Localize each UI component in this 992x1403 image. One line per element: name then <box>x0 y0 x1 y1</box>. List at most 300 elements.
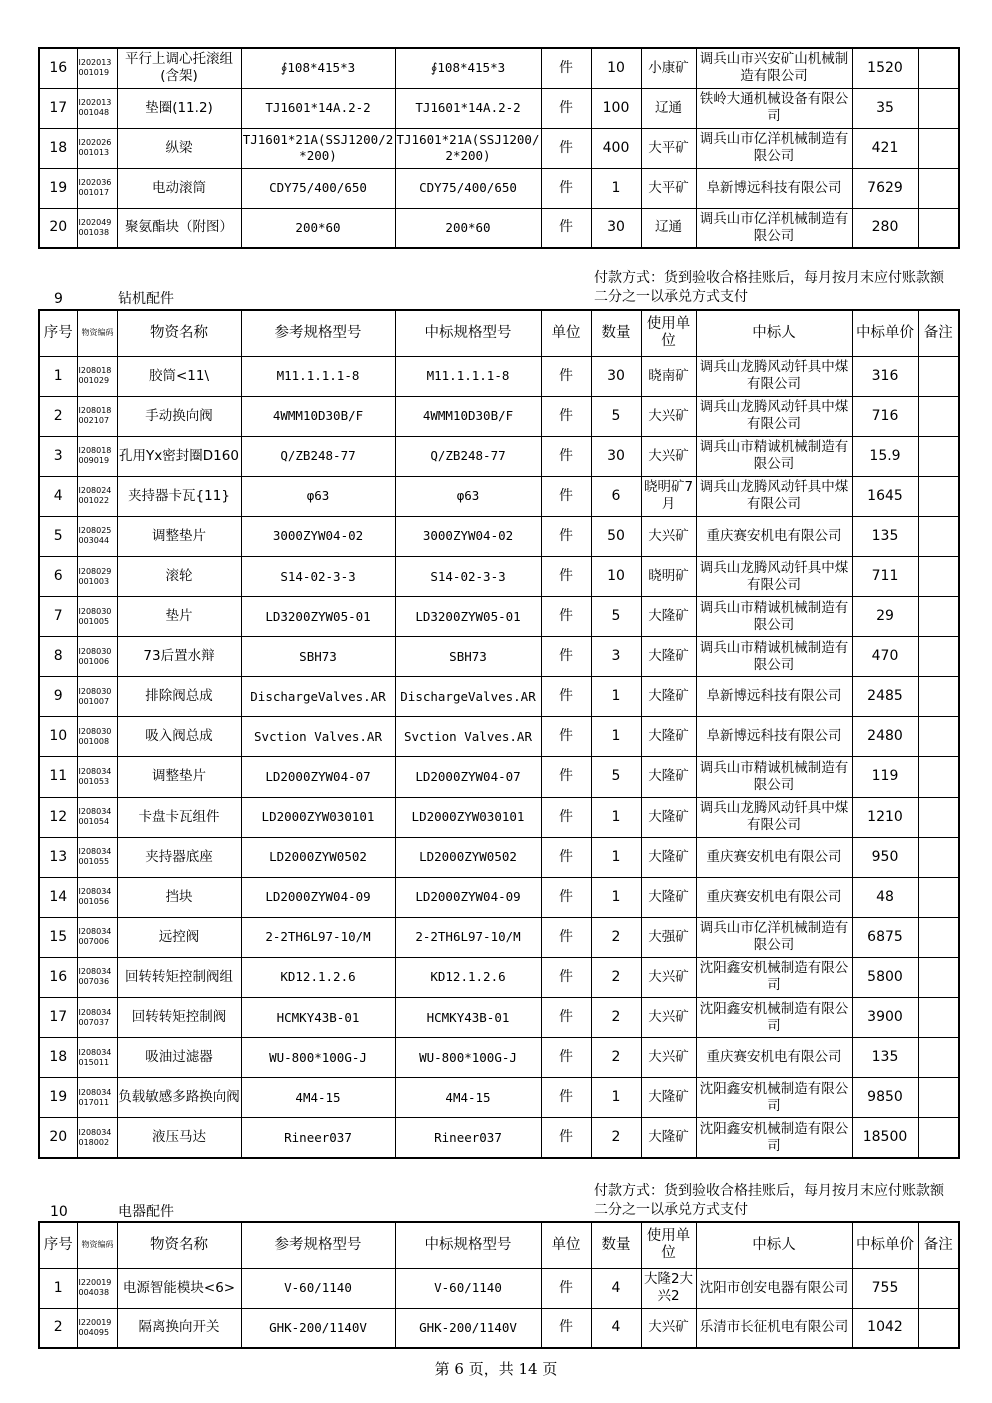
cell-bid: GHK-200/1140V <box>395 1308 541 1348</box>
cell-qty: 5 <box>591 396 641 436</box>
cell-winner: 调兵山龙腾风动钎具中煤有限公司 <box>696 476 852 516</box>
cell-bid: LD2000ZYW0502 <box>395 837 541 877</box>
cell-qty: 5 <box>591 757 641 797</box>
cell-code: I208030 001007 <box>77 677 117 717</box>
cell-seq: 19 <box>39 168 77 208</box>
cell-code: I208034 017011 <box>77 1078 117 1118</box>
cell-name: 吸入阀总成 <box>117 717 241 757</box>
cell-winner: 调兵山龙腾风动钎具中煤有限公司 <box>696 396 852 436</box>
cell-code: I208034 007036 <box>77 957 117 997</box>
cell-seq: 20 <box>39 1118 77 1158</box>
cell-price: 29 <box>852 597 918 637</box>
cell-seq: 2 <box>39 1308 77 1348</box>
cell-price: 950 <box>852 837 918 877</box>
cell-qty: 4 <box>591 1268 641 1308</box>
cell-bid: Svction Valves.AR <box>395 717 541 757</box>
cell-note <box>918 396 959 436</box>
cell-bid: V-60/1140 <box>395 1268 541 1308</box>
cell-unit: 件 <box>541 837 591 877</box>
table-row <box>39 1268 959 1308</box>
cell-ref: S14-02-3-3 <box>241 556 395 596</box>
cell-code: I202013 001019 <box>77 48 117 88</box>
cell-user: 大隆矿 <box>641 717 696 757</box>
cell-qty: 1 <box>591 1078 641 1118</box>
cell-ref: CDY75/400/650 <box>241 168 395 208</box>
table-row <box>39 837 959 877</box>
cell-seq: 10 <box>39 717 77 757</box>
table-row <box>39 797 959 837</box>
header-note: 备注 <box>918 1222 959 1268</box>
cell-code: I208030 001006 <box>77 637 117 677</box>
table-row <box>39 1078 959 1118</box>
cell-qty: 30 <box>591 356 641 396</box>
header-user: 使用单位 <box>641 1222 696 1268</box>
cell-code: I208034 001056 <box>77 877 117 917</box>
cell-note <box>918 556 959 596</box>
cell-ref: LD2000ZYW04-09 <box>241 877 395 917</box>
cell-user: 大隆矿 <box>641 757 696 797</box>
cell-code: I208018 009019 <box>77 436 117 476</box>
cell-bid: LD2000ZYW04-09 <box>395 877 541 917</box>
cell-winner: 重庆赛安机电有限公司 <box>696 877 852 917</box>
cell-user: 大隆矿 <box>641 597 696 637</box>
cell-ref: V-60/1140 <box>241 1268 395 1308</box>
cell-price: 7629 <box>852 168 918 208</box>
section10-number: 10 <box>50 1204 68 1220</box>
table-row <box>39 48 959 88</box>
cell-name: 卡盘卡瓦组件 <box>117 797 241 837</box>
table-row <box>39 436 959 476</box>
cell-unit: 件 <box>541 208 591 248</box>
cell-price: 716 <box>852 396 918 436</box>
cell-price: 3900 <box>852 998 918 1038</box>
table-row <box>39 877 959 917</box>
cell-winner: 调兵山龙腾风动钎具中煤有限公司 <box>696 556 852 596</box>
cell-qty: 1 <box>591 797 641 837</box>
cell-name: 回转转矩控制阀组 <box>117 957 241 997</box>
cell-user: 大隆矿 <box>641 877 696 917</box>
cell-seq: 1 <box>39 356 77 396</box>
cell-winner: 沈阳鑫安机械制造有限公司 <box>696 957 852 997</box>
cell-unit: 件 <box>541 168 591 208</box>
cell-qty: 100 <box>591 88 641 128</box>
cell-note <box>918 1308 959 1348</box>
cell-name: 聚氨酯块（附图） <box>117 208 241 248</box>
cell-winner: 调兵山市亿洋机械制造有限公司 <box>696 208 852 248</box>
cell-name: 负载敏感多路换向阀 <box>117 1078 241 1118</box>
cell-unit: 件 <box>541 998 591 1038</box>
cell-price: 1210 <box>852 797 918 837</box>
cell-user: 晓明矿 <box>641 556 696 596</box>
table-row <box>39 516 959 556</box>
cell-qty: 50 <box>591 516 641 556</box>
cell-ref: WU-800*100G-J <box>241 1038 395 1078</box>
cell-note <box>918 1268 959 1308</box>
cell-name: 隔离换向开关 <box>117 1308 241 1348</box>
cell-note <box>918 476 959 516</box>
cell-name: 电动滚筒 <box>117 168 241 208</box>
cell-seq: 1 <box>39 1268 77 1308</box>
section9-table <box>38 309 960 1159</box>
cell-price: 135 <box>852 516 918 556</box>
cell-qty: 2 <box>591 998 641 1038</box>
cell-seq: 4 <box>39 476 77 516</box>
cell-unit: 件 <box>541 476 591 516</box>
header-seq: 序号 <box>39 310 77 356</box>
cell-price: 316 <box>852 356 918 396</box>
cell-price: 9850 <box>852 1078 918 1118</box>
cell-ref: 4WMM10D30B/F <box>241 396 395 436</box>
cell-seq: 12 <box>39 797 77 837</box>
page-footer: 第 6 页，共 14 页 <box>434 1360 558 1378</box>
cell-unit: 件 <box>541 797 591 837</box>
cell-ref: GHK-200/1140V <box>241 1308 395 1348</box>
cell-winner: 沈阳市创安电器有限公司 <box>696 1268 852 1308</box>
cell-ref: LD2000ZYW04-07 <box>241 757 395 797</box>
cell-bid: DischargeValves.AR <box>395 677 541 717</box>
cell-unit: 件 <box>541 637 591 677</box>
cell-bid: M11.1.1.1-8 <box>395 356 541 396</box>
cell-price: 15.9 <box>852 436 918 476</box>
header-bid_spec: 中标规格型号 <box>395 310 541 356</box>
section10-payment: 付款方式：货到验收合格挂账后，每月按月末应付账款额二分之一以承兑方式支付 <box>594 1183 944 1218</box>
cell-seq: 2 <box>39 396 77 436</box>
cell-bid: HCMKY43B-01 <box>395 998 541 1038</box>
cell-name: 调整垫片 <box>117 757 241 797</box>
cell-ref: LD2000ZYW0502 <box>241 837 395 877</box>
cell-name: 纵梁 <box>117 128 241 168</box>
cell-qty: 1 <box>591 837 641 877</box>
cell-qty: 3 <box>591 637 641 677</box>
cell-bid: 200*60 <box>395 208 541 248</box>
cell-unit: 件 <box>541 88 591 128</box>
cell-seq: 5 <box>39 516 77 556</box>
cell-qty: 10 <box>591 556 641 596</box>
table-row <box>39 1118 959 1158</box>
cell-user: 大兴矿 <box>641 1308 696 1348</box>
cell-seq: 16 <box>39 48 77 88</box>
cell-ref: φ63 <box>241 476 395 516</box>
cell-winner: 阜新博远科技有限公司 <box>696 168 852 208</box>
header-code: 物资编码 <box>77 1222 117 1268</box>
cell-user: 大兴矿 <box>641 957 696 997</box>
cell-name: 调整垫片 <box>117 516 241 556</box>
cell-winner: 阜新博远科技有限公司 <box>696 717 852 757</box>
cell-bid: φ63 <box>395 476 541 516</box>
cell-note <box>918 797 959 837</box>
header-price: 中标单价 <box>852 1222 918 1268</box>
cell-price: 1645 <box>852 476 918 516</box>
cell-note <box>918 837 959 877</box>
cell-code: I208034 018002 <box>77 1118 117 1158</box>
header-user: 使用单位 <box>641 310 696 356</box>
cell-code: I208034 015011 <box>77 1038 117 1078</box>
cell-ref: KD12.1.2.6 <box>241 957 395 997</box>
table-row <box>39 957 959 997</box>
cell-ref: TJ1601*21A(SSJ1200/2*200) <box>241 128 395 168</box>
cell-unit: 件 <box>541 516 591 556</box>
cell-code: I208034 001055 <box>77 837 117 877</box>
cell-code: I208018 001029 <box>77 356 117 396</box>
cell-note <box>918 208 959 248</box>
cell-code: I208034 001054 <box>77 797 117 837</box>
header-ref_spec: 参考规格型号 <box>241 1222 395 1268</box>
cell-seq: 3 <box>39 436 77 476</box>
cell-qty: 2 <box>591 917 641 957</box>
cell-winner: 调兵山市精诚机械制造有限公司 <box>696 436 852 476</box>
cell-user: 大兴矿 <box>641 516 696 556</box>
header-qty: 数量 <box>591 1222 641 1268</box>
cell-seq: 17 <box>39 998 77 1038</box>
cell-unit: 件 <box>541 1308 591 1348</box>
table-row <box>39 208 959 248</box>
cell-bid: CDY75/400/650 <box>395 168 541 208</box>
cell-user: 辽通 <box>641 208 696 248</box>
cell-note <box>918 168 959 208</box>
cell-note <box>918 1038 959 1078</box>
cell-price: 2485 <box>852 677 918 717</box>
cell-unit: 件 <box>541 396 591 436</box>
cell-code: I208025 003044 <box>77 516 117 556</box>
section9-title: 钻机配件 <box>118 291 174 307</box>
table-row <box>39 1038 959 1078</box>
cell-seq: 16 <box>39 957 77 997</box>
cell-qty: 30 <box>591 436 641 476</box>
cell-bid: S14-02-3-3 <box>395 556 541 596</box>
table-row <box>39 356 959 396</box>
cell-unit: 件 <box>541 1268 591 1308</box>
cell-bid: LD2000ZYW030101 <box>395 797 541 837</box>
table-row <box>39 556 959 596</box>
header-qty: 数量 <box>591 310 641 356</box>
cell-ref: 200*60 <box>241 208 395 248</box>
cell-bid: 3000ZYW04-02 <box>395 516 541 556</box>
table-row <box>39 88 959 128</box>
cell-price: 5800 <box>852 957 918 997</box>
cell-qty: 1 <box>591 168 641 208</box>
cell-winner: 重庆赛安机电有限公司 <box>696 1038 852 1078</box>
cell-price: 1042 <box>852 1308 918 1348</box>
cell-note <box>918 1118 959 1158</box>
cell-note <box>918 677 959 717</box>
cell-code: I208034 001053 <box>77 757 117 797</box>
cell-winner: 调兵山市亿洋机械制造有限公司 <box>696 917 852 957</box>
cell-seq: 17 <box>39 88 77 128</box>
cell-unit: 件 <box>541 556 591 596</box>
cell-ref: HCMKY43B-01 <box>241 998 395 1038</box>
cell-price: 421 <box>852 128 918 168</box>
cell-name: 手动换向阀 <box>117 396 241 436</box>
cell-winner: 调兵山龙腾风动钎具中煤有限公司 <box>696 356 852 396</box>
cell-qty: 1 <box>591 677 641 717</box>
header-winner: 中标人 <box>696 1222 852 1268</box>
cell-winner: 重庆赛安机电有限公司 <box>696 837 852 877</box>
cell-price: 1520 <box>852 48 918 88</box>
header-ref_spec: 参考规格型号 <box>241 310 395 356</box>
cell-qty: 10 <box>591 48 641 88</box>
cell-price: 18500 <box>852 1118 918 1158</box>
header-note: 备注 <box>918 310 959 356</box>
cell-code: I208018 002107 <box>77 396 117 436</box>
cell-winner: 调兵山市兴安矿山机械制造有限公司 <box>696 48 852 88</box>
cell-winner: 乐清市长征机电有限公司 <box>696 1308 852 1348</box>
cell-user: 晓南矿 <box>641 356 696 396</box>
cell-bid: Q/ZB248-77 <box>395 436 541 476</box>
header-name: 物资名称 <box>117 1222 241 1268</box>
cell-price: 6875 <box>852 917 918 957</box>
cell-price: 135 <box>852 1038 918 1078</box>
cell-bid: TJ1601*21A(SSJ1200/2*200) <box>395 128 541 168</box>
cell-ref: SBH73 <box>241 637 395 677</box>
cell-name: 垫圈(11.2) <box>117 88 241 128</box>
cell-seq: 13 <box>39 837 77 877</box>
header-code: 物资编码 <box>77 310 117 356</box>
cell-note <box>918 637 959 677</box>
cell-qty: 30 <box>591 208 641 248</box>
cell-ref: 3000ZYW04-02 <box>241 516 395 556</box>
cell-bid: 4WMM10D30B/F <box>395 396 541 436</box>
cell-name: 排除阀总成 <box>117 677 241 717</box>
cell-name: 回转转矩控制阀 <box>117 998 241 1038</box>
cell-note <box>918 757 959 797</box>
cell-unit: 件 <box>541 597 591 637</box>
cell-note <box>918 48 959 88</box>
cell-code: I202049 001038 <box>77 208 117 248</box>
cell-winner: 铁岭大通机械设备有限公司 <box>696 88 852 128</box>
cell-bid: SBH73 <box>395 637 541 677</box>
cell-winner: 调兵山市精诚机械制造有限公司 <box>696 637 852 677</box>
cell-ref: 4M4-15 <box>241 1078 395 1118</box>
cell-code: I208024 001022 <box>77 476 117 516</box>
cell-user: 大兴矿 <box>641 396 696 436</box>
cell-qty: 4 <box>591 1308 641 1348</box>
cell-seq: 14 <box>39 877 77 917</box>
cell-ref: LD2000ZYW030101 <box>241 797 395 837</box>
cell-ref: Q/ZB248-77 <box>241 436 395 476</box>
cell-user: 大隆矿 <box>641 797 696 837</box>
cell-seq: 8 <box>39 637 77 677</box>
table-row <box>39 998 959 1038</box>
cell-user: 大隆2大兴2 <box>641 1268 696 1308</box>
cell-note <box>918 88 959 128</box>
cell-winner: 调兵山市精诚机械制造有限公司 <box>696 757 852 797</box>
cell-winner: 重庆赛安机电有限公司 <box>696 516 852 556</box>
cell-code: I202013 001048 <box>77 88 117 128</box>
cell-user: 大隆矿 <box>641 837 696 877</box>
cell-ref: Rineer037 <box>241 1118 395 1158</box>
cell-name: 吸油过滤器 <box>117 1038 241 1078</box>
cell-qty: 2 <box>591 1118 641 1158</box>
cell-unit: 件 <box>541 436 591 476</box>
cell-user: 小康矿 <box>641 48 696 88</box>
cell-ref: M11.1.1.1-8 <box>241 356 395 396</box>
table-row <box>39 168 959 208</box>
cell-unit: 件 <box>541 128 591 168</box>
cell-bid: Rineer037 <box>395 1118 541 1158</box>
header-unit: 单位 <box>541 1222 591 1268</box>
cell-unit: 件 <box>541 1038 591 1078</box>
cell-note <box>918 597 959 637</box>
cell-code: I202026 001013 <box>77 128 117 168</box>
cell-ref: TJ1601*14A.2-2 <box>241 88 395 128</box>
cell-name: 垫片 <box>117 597 241 637</box>
cell-user: 大隆矿 <box>641 677 696 717</box>
cell-code: I208030 001008 <box>77 717 117 757</box>
section9-payment: 付款方式：货到验收合格挂账后，每月按月末应付账款额二分之一以承兑方式支付 <box>594 270 944 305</box>
cell-ref: 2-2TH6L97-10/M <box>241 917 395 957</box>
table-row <box>39 677 959 717</box>
cell-winner: 沈阳鑫安机械制造有限公司 <box>696 1078 852 1118</box>
cell-bid: WU-800*100G-J <box>395 1038 541 1078</box>
cell-price: 711 <box>852 556 918 596</box>
cell-name: 平行上调心托滚组(含架) <box>117 48 241 88</box>
cell-qty: 400 <box>591 128 641 168</box>
cell-code: I208030 001005 <box>77 597 117 637</box>
cell-unit: 件 <box>541 677 591 717</box>
header-row <box>39 310 959 356</box>
header-row <box>39 1222 959 1268</box>
cell-ref: LD3200ZYW05-01 <box>241 597 395 637</box>
cell-name: 夹持器卡瓦{11} <box>117 476 241 516</box>
cell-user: 大平矿 <box>641 128 696 168</box>
cell-code: I208034 007037 <box>77 998 117 1038</box>
cell-code: I220019 004095 <box>77 1308 117 1348</box>
cell-user: 大强矿 <box>641 917 696 957</box>
cell-ref: Svction Valves.AR <box>241 717 395 757</box>
cell-winner: 调兵山龙腾风动钎具中煤有限公司 <box>696 797 852 837</box>
header-seq: 序号 <box>39 1222 77 1268</box>
cell-note <box>918 998 959 1038</box>
cell-unit: 件 <box>541 757 591 797</box>
cell-seq: 19 <box>39 1078 77 1118</box>
cell-qty: 6 <box>591 476 641 516</box>
cell-name: 远控阀 <box>117 917 241 957</box>
cell-name: 胶筒<11\ <box>117 356 241 396</box>
cell-unit: 件 <box>541 917 591 957</box>
cell-qty: 5 <box>591 597 641 637</box>
cell-note <box>918 128 959 168</box>
cell-name: 电源智能模块<6> <box>117 1268 241 1308</box>
table-row <box>39 396 959 436</box>
cell-bid: 4M4-15 <box>395 1078 541 1118</box>
cell-bid: KD12.1.2.6 <box>395 957 541 997</box>
cell-user: 大兴矿 <box>641 1038 696 1078</box>
cell-code: I208029 001003 <box>77 556 117 596</box>
table-row <box>39 917 959 957</box>
cell-user: 大兴矿 <box>641 436 696 476</box>
cell-qty: 2 <box>591 957 641 997</box>
cell-winner: 调兵山市精诚机械制造有限公司 <box>696 597 852 637</box>
cell-code: I202036 001017 <box>77 168 117 208</box>
cell-winner: 阜新博远科技有限公司 <box>696 677 852 717</box>
cell-price: 280 <box>852 208 918 248</box>
cell-winner: 沈阳鑫安机械制造有限公司 <box>696 998 852 1038</box>
cell-bid: TJ1601*14A.2-2 <box>395 88 541 128</box>
table-row <box>39 128 959 168</box>
table-row <box>39 637 959 677</box>
cell-user: 大平矿 <box>641 168 696 208</box>
cell-bid: LD3200ZYW05-01 <box>395 597 541 637</box>
cell-unit: 件 <box>541 356 591 396</box>
cell-seq: 15 <box>39 917 77 957</box>
cell-price: 755 <box>852 1268 918 1308</box>
table-row <box>39 597 959 637</box>
cell-user: 辽通 <box>641 88 696 128</box>
cell-qty: 1 <box>591 717 641 757</box>
cell-seq: 11 <box>39 757 77 797</box>
top-table <box>38 47 960 249</box>
header-name: 物资名称 <box>117 310 241 356</box>
